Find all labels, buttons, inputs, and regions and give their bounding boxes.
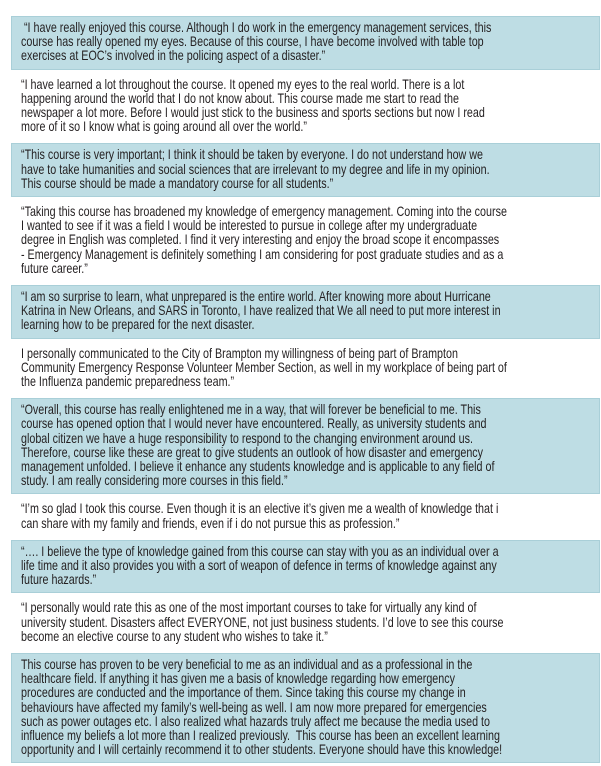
quote-line: “Overall, this course has really enlightened me in a way, that will forever be beneficial to me. This (21, 402, 481, 418)
testimonial-quote (11, 398, 600, 494)
quote-line: exercises at EOC’s involved in the policing aspect of a disaster.” (21, 48, 326, 64)
quote-text (21, 545, 590, 588)
testimonial-quote (11, 497, 600, 536)
quote-line: Katrina in New Orleans, and SARS in Toronto, I have realized that We all need to put more interest in (21, 303, 501, 319)
quote-line: I wanted to see if it was a field I would be interested to pursue in college after my undergraduate (21, 218, 478, 234)
quote-text (21, 403, 590, 488)
quote-line: “I have learned a lot throughout the course. It opened my eyes to the real world. There is a lot (21, 76, 465, 92)
quote-line: opportunity and I will certainly recommend it to other students. Everyone should have this knowledge! (21, 742, 503, 758)
quote-line: “…. I believe the type of knowledge gained from this course can stay with you as an individual over a (21, 543, 499, 559)
quote-line: such as power outages etc. I also realized what hazards truly affect me because the media used to (21, 713, 491, 729)
quote-line: happening around the world that I do not know about. This course made me start to read the (21, 90, 459, 106)
testimonial-quote (11, 73, 600, 141)
quote-line: “I am so surprise to learn, what unprepared is the entire world. After knowing more about Hurricane (21, 288, 491, 304)
testimonials-document (11, 16, 600, 766)
testimonial-quote (11, 596, 600, 650)
quote-line: more of it so I know what is going around all over the world.” (21, 119, 307, 135)
quote-line: “This course is very important; I think it should be taken by everyone. I do not understand how we (21, 147, 484, 163)
quote-text (21, 21, 590, 64)
quote-text (21, 658, 590, 757)
quote-line: degree in English was completed. I find it very interesting and enjoy the broad scope it encompasses (21, 232, 500, 248)
quote-line: Community Emergency Response Volunteer Member Section, as well in my workplace of being part of (21, 359, 507, 375)
quote-line: have to take humanities and social sciences that are irrelevant to my degree and life in my opinion. (21, 161, 490, 177)
quote-line: behaviours have affected my family’s well-being as well. I am now more prepared for emergencies (21, 699, 487, 715)
testimonial-quote (11, 200, 600, 282)
quote-line: “Taking this course has broadened my knowledge of emergency management. Coming into the course (21, 203, 507, 219)
quote-line: procedures are conducted and the importance of them. Since taking this course my change in (21, 685, 466, 701)
quote-line: newspaper a lot more. Before I would just stick to the business and sports sections but now I read (21, 105, 485, 120)
quote-line: influence my beliefs a lot more than I realized previously. This course has been an excellent learning (21, 727, 500, 743)
quote-line: future career.” (21, 260, 88, 276)
quote-line: can share with my family and friends, even if i do not pursue this as profession.” (21, 515, 400, 531)
quote-line: healthcare field. If anything it has given me a basis of knowledge regarding how emergency (21, 671, 455, 687)
testimonial-quote (11, 285, 600, 339)
testimonial-quote (11, 540, 600, 594)
quote-text (21, 601, 590, 644)
testimonial-quote (11, 342, 600, 396)
quote-line: global citizen we have a huge responsibility to respond to the changing environment around us. (21, 430, 473, 446)
quote-line: future hazards.” (21, 572, 97, 588)
testimonial-quote (11, 16, 600, 70)
quote-line: “I’m so glad I took this course. Even though it is an elective it’s given me a wealth of knowledge that i (21, 501, 499, 517)
quote-line: learning how to be prepared for the next disaster. (21, 317, 255, 333)
quote-text (21, 502, 590, 530)
quote-line: management unfolded. I believe it enhance any students knowledge and is applicable to any field of (21, 458, 495, 474)
quote-text (21, 78, 590, 135)
testimonial-quote (11, 143, 600, 197)
quote-line: the Influenza pandemic preparedness team.” (21, 373, 235, 389)
quote-text (21, 148, 590, 191)
quote-line: university student. Disasters affect EVERYONE, not just business students. I’d love to see this course (21, 614, 504, 630)
quote-line: course has really opened my eyes. Because of this course, I have become involved with table top (21, 34, 484, 50)
quote-line: This course should be made a mandatory course for all students.” (21, 175, 334, 191)
quote-line: “I personally would rate this as one of the most important courses to take for virtually any kind of (21, 600, 477, 616)
quote-line: become an elective course to any student who wishes to take it.” (21, 628, 328, 644)
quote-text (21, 205, 590, 276)
quote-line: Therefore, course like these are great to give students an outlook of how disaster and emergency (21, 444, 484, 460)
quote-line: life time and it also provides you with a sort of weapon of defence in terms of knowledge against any (21, 557, 497, 573)
quote-line: “I have really enjoyed this course. Although I do work in the emergency management services, this (21, 20, 492, 35)
testimonial-quote (11, 653, 600, 763)
quote-text (21, 290, 590, 333)
quote-line: - Emergency Management is definitely something I am considering for post graduate studies and as a (21, 246, 504, 262)
quote-text (21, 347, 590, 390)
quote-line: course has opened option that I would never have encountered. Really, as university students and (21, 416, 487, 432)
quote-line: This course has proven to be very beneficial to me as an individual and as a professional in the (21, 656, 473, 672)
quote-line: study. I am really considering more courses in this field.” (21, 473, 288, 489)
quote-line: I personally communicated to the City of Brampton my willingness of being part of Brampton (21, 345, 458, 361)
